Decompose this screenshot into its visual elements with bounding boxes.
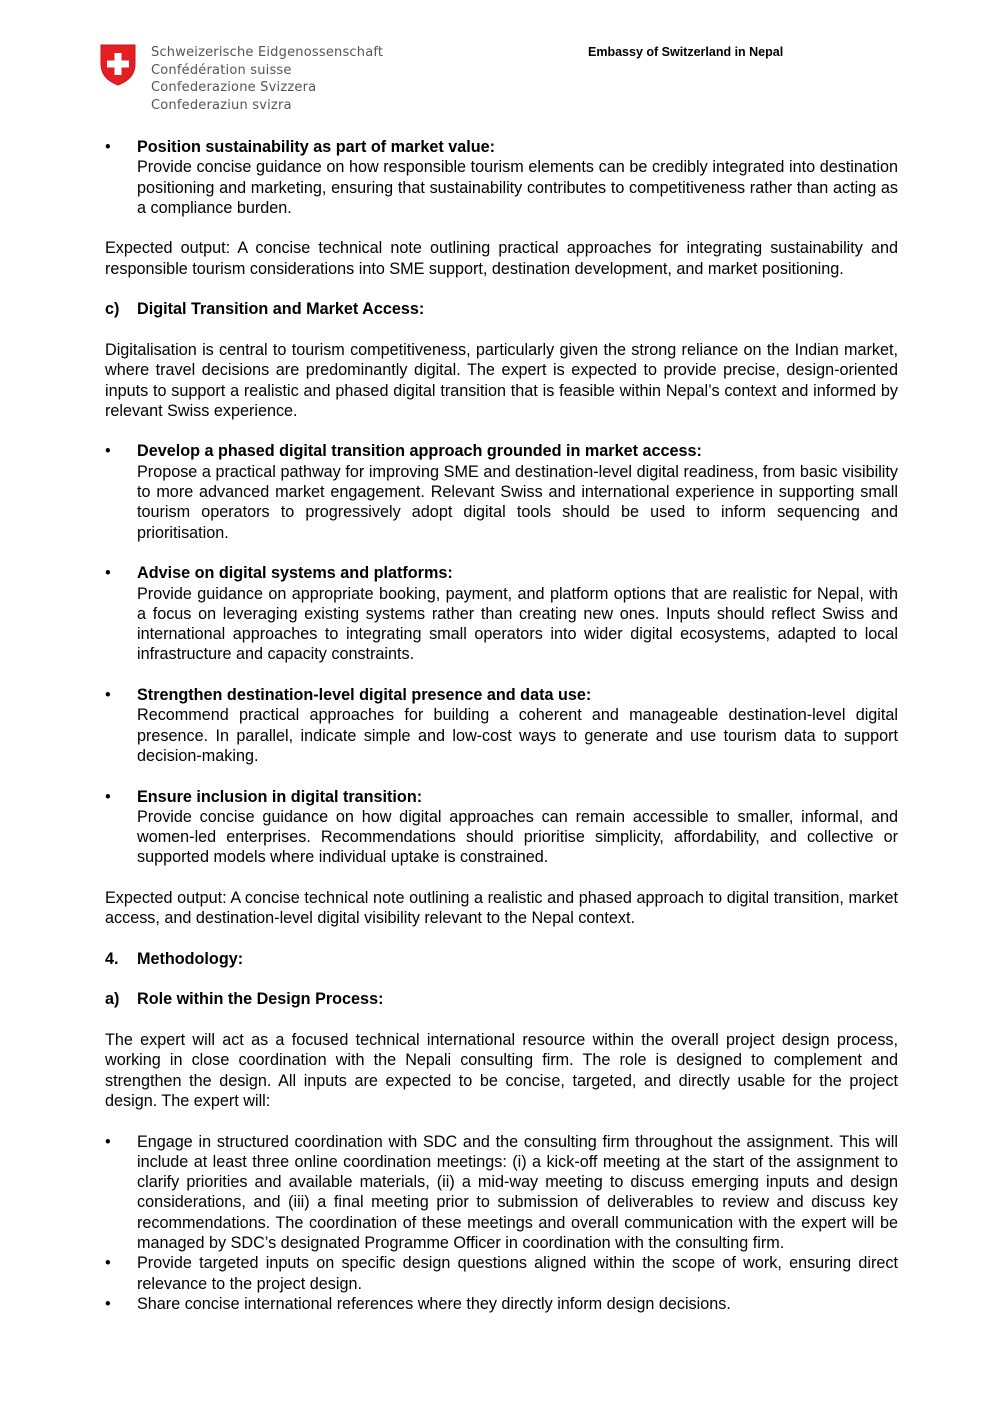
bullet-marker: • <box>105 1294 111 1313</box>
bullet-marker: • <box>105 1132 111 1151</box>
section-number: a) <box>105 990 120 1009</box>
bullet-title: Position sustainability as part of market value: <box>137 138 496 156</box>
bullet-text: Recommend practical approaches for building a coherent and manageable destination-level digital presence. In parallel, indicate simple and low-cost ways to generate and use tourism data to support decision-making. <box>137 706 898 765</box>
confederation-name-it: Confederazione Svizzera <box>151 80 317 95</box>
bullet-text: Provide concise guidance on how responsible tourism elements can be credibly integrated into destination positioning and marketing, ensuring that sustainability contributes to competitiveness rather than acting as a compliance burden. <box>137 158 898 217</box>
section-number: 4. <box>105 949 119 968</box>
section-title: Methodology: <box>137 949 244 968</box>
bullet-text: Provide guidance on appropriate booking, payment, and platform options that are realistic for Nepal, with a focus on leveraging existing systems rather than creating new ones. Inputs should reflect Swiss and international approaches to integrating small operators into wider digital ecosystems, adapted to local infrastructure and capacity constraints. <box>137 584 898 664</box>
bullet-text: Engage in structured coordination with SDC and the consulting firm throughout the assignment. This will include at least three online coordination meetings: (i) a kick-off meeting at the start of the assignment to clarify priorities and available materials, (ii) a mid-way meeting to discuss emerging inputs and design considerations, and (iii) a final meeting prior to submission of deliverables to review and discuss key recommendations. The coordination of these meetings and overall communication with the expert will be managed by SDC’s designated Programme Officer in coordination with the consulting firm. <box>137 1132 898 1253</box>
bullet-text: Share concise international references where they directly inform design decisions. <box>137 1294 731 1313</box>
embassy-name: Embassy of Switzerland in Nepal <box>588 45 784 59</box>
bullet-item <box>105 685 898 766</box>
expected-output-paragraph: Expected output: A concise technical note outlining a realistic and phased approach to digital transition, market access, and destination-level digital visibility relevant to the Nepal context. <box>105 888 898 928</box>
bullet-text: Propose a practical pathway for improving SME and destination-level digital readiness, from basic visibility to more advanced market engagement. Relevant Swiss and international experience in supporting small tourism operators to progressively adopt digital tools should be used to inform sequencing and prioritisation. <box>137 462 898 542</box>
document-body <box>105 137 898 1314</box>
bullet-title: Ensure inclusion in digital transition: <box>137 787 423 806</box>
page-header <box>0 0 990 120</box>
section-number: c) <box>105 300 120 319</box>
confederation-name-rm: Confederaziun svizra <box>151 97 292 113</box>
section-title: Digital Transition and Market Access: <box>137 300 425 319</box>
section-heading-c <box>105 299 898 319</box>
bullet-marker: • <box>105 564 111 583</box>
role-intro-paragraph: The expert will act as a focused technical international resource within the overall project design process, working in close coordination with the Nepali consulting firm. The role is designed to complement and strengthen the design. All inputs are expected to be concise, targeted, and directly usable for the project design. The expert will: <box>105 1031 898 1110</box>
bullet-item <box>105 441 898 542</box>
section-heading-a <box>105 989 898 1009</box>
swiss-coat-of-arms-icon <box>100 44 136 86</box>
bullet-item <box>105 137 898 218</box>
bullet-marker: • <box>105 686 111 705</box>
bullet-item <box>105 1253 898 1294</box>
bullet-title: Advise on digital systems and platforms: <box>137 564 453 583</box>
bullet-marker: • <box>105 1254 111 1273</box>
bullet-text: Provide concise guidance on how digital approaches can remain accessible to smaller, informal, and women-led enterprises. Recommendations should prioritise simplicity, affordability, and collective or supported models where individual uptake is constrained. <box>137 807 898 867</box>
bullet-item <box>105 1294 898 1314</box>
bullet-marker: • <box>105 442 111 461</box>
confederation-names <box>151 44 383 114</box>
confederation-name-fr: Confédération suisse <box>151 62 292 78</box>
expected-output-paragraph: Expected output: A concise technical note outlining practical approaches for integrating sustainability and responsible tourism considerations into SME support, destination development, and market positioning. <box>105 239 898 278</box>
bullet-marker: • <box>105 787 111 806</box>
digital-intro-paragraph: Digitalisation is central to tourism competitiveness, particularly given the strong reliance on the Indian market, where travel decisions are predominantly digital. The expert is expected to provide precise, design-oriented inputs to support a realistic and phased digital transition that is feasible within Nepal’s context and informed by relevant Swiss experience. <box>105 340 898 420</box>
bullet-title: Develop a phased digital transition approach grounded in market access: <box>137 442 702 461</box>
bullet-title: Strengthen destination-level digital presence and data use: <box>137 686 592 705</box>
section-heading-4 <box>105 949 898 969</box>
bullet-item <box>105 1132 898 1254</box>
section-title: Role within the Design Process: <box>137 990 384 1009</box>
bullet-item <box>105 563 898 664</box>
confederation-name-de: Schweizerische Eidgenossenschaft <box>151 45 384 60</box>
bullet-item <box>105 787 898 868</box>
bullet-marker: • <box>105 138 111 156</box>
bullet-text: Provide targeted inputs on specific design questions aligned within the scope of work, ensuring direct relevance to the project design. <box>137 1254 898 1293</box>
